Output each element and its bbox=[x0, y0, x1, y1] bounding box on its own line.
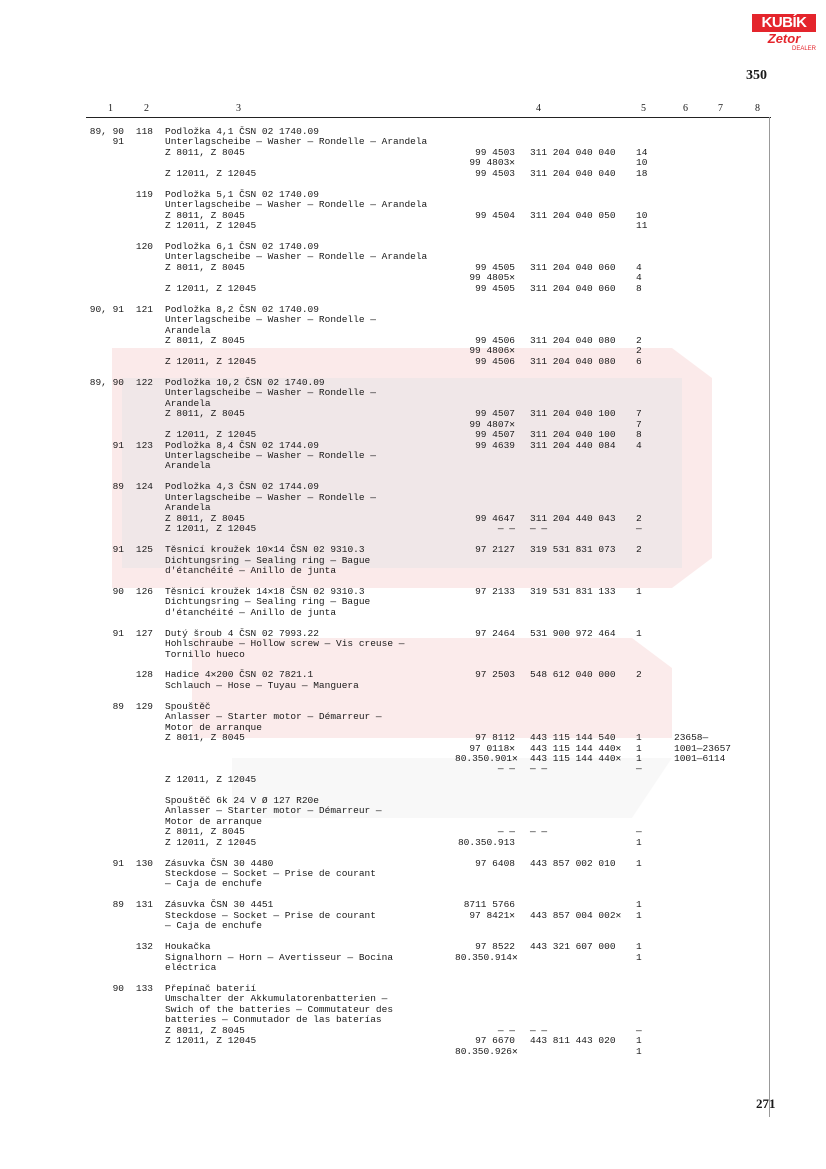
row-description: Podložka 5,1 ČSN 02 1740.09 bbox=[165, 188, 319, 200]
row-quantity: 4 bbox=[636, 272, 642, 284]
row-figure: 89, 90 bbox=[89, 376, 124, 388]
row-quantity: — bbox=[636, 763, 642, 775]
row-description: Těsnicí kroužek 14✕18 ČSN 02 9310.3 bbox=[165, 585, 365, 597]
page-number: 271 bbox=[756, 1096, 776, 1111]
row-description: Z 8011, Z 8045 bbox=[165, 408, 245, 420]
row-description: d'étanchéité — Anillo de junta bbox=[165, 606, 337, 618]
row-part-number: 531 900 972 464 bbox=[530, 627, 616, 639]
row-order-number: 99 4639 bbox=[475, 439, 515, 451]
row-description: Podložka 8,2 ČSN 02 1740.09 bbox=[165, 303, 319, 315]
row-description: Z 8011, Z 8045 bbox=[165, 512, 245, 524]
row-part-number: 443 857 002 010 bbox=[530, 857, 616, 869]
logo-dealer: DEALER bbox=[791, 46, 816, 52]
row-description: Podložka 8,4 ČSN 02 1744.09 bbox=[165, 439, 319, 451]
row-quantity: 2 bbox=[636, 512, 642, 524]
row-description: — Caja de enchufe bbox=[165, 920, 262, 932]
row-description: Anlasser — Starter motor — Démarreur — bbox=[165, 711, 382, 723]
row-description: Z 8011, Z 8045 bbox=[165, 1024, 245, 1036]
row-quantity: 8 bbox=[636, 429, 642, 440]
row-order-number: 80.350.913 bbox=[457, 836, 515, 848]
row-order-number: 97 2133 bbox=[475, 585, 515, 597]
row-order-number: — — bbox=[497, 826, 515, 838]
row-quantity: 1 bbox=[636, 951, 642, 963]
logo-zetor: Zetor bbox=[767, 31, 801, 46]
row-order-number: 99 4503 bbox=[475, 146, 515, 158]
row-description: Z 12011, Z 12045 bbox=[165, 429, 257, 440]
row-part-number: 311 204 040 080 bbox=[530, 355, 616, 367]
column-header-6: 6 bbox=[683, 103, 688, 114]
row-order-number: 97 8522 bbox=[475, 941, 515, 953]
row-description: Z 12011, Z 12045 bbox=[165, 523, 257, 535]
row-quantity: 1 bbox=[636, 742, 642, 754]
row-description: Umschalter der Akkumulatorenbatterien — bbox=[165, 993, 388, 1005]
row-description: Unterlagscheibe — Washer — Rondelle — Arandela bbox=[165, 136, 428, 148]
row-description: Dichtungsring — Sealing ring — Bague bbox=[165, 554, 371, 566]
row-part-number: 311 204 040 060 bbox=[530, 261, 616, 273]
row-part-number: 548 612 040 000 bbox=[530, 669, 616, 681]
row-part-number: 311 204 040 060 bbox=[530, 282, 616, 294]
row-description: Spouštěč 6k 24 V Ø 127 R20e bbox=[165, 794, 319, 806]
header-rule bbox=[86, 117, 771, 118]
row-description: Podložka 10,2 ČSN 02 1740.09 bbox=[165, 376, 325, 388]
row-description: Arandela bbox=[165, 397, 211, 409]
row-position: 125 bbox=[135, 544, 153, 555]
row-order-number: 97 2503 bbox=[475, 669, 515, 681]
row-quantity: 1 bbox=[636, 585, 642, 597]
row-position: 126 bbox=[135, 585, 153, 597]
row-description: Arandela bbox=[165, 460, 211, 472]
column-header-2: 2 bbox=[144, 103, 149, 114]
row-description: Z 8011, Z 8045 bbox=[165, 826, 245, 838]
row-figure: 89 bbox=[112, 481, 124, 493]
row-figure: 90 bbox=[112, 585, 124, 597]
row-description: Unterlagscheibe — Washer — Rondelle — bbox=[165, 387, 376, 399]
row-serial-range: 1001—6114 bbox=[674, 753, 726, 764]
row-description: Schlauch — Hose — Tuyau — Manguera bbox=[165, 679, 359, 691]
row-description: Z 8011, Z 8045 bbox=[165, 146, 245, 158]
row-quantity: 2 bbox=[636, 544, 642, 555]
row-description: Tornillo hueco bbox=[165, 648, 245, 660]
row-description: Podložka 6,1 ČSN 02 1740.09 bbox=[165, 240, 319, 252]
row-description: Unterlagscheibe — Washer — Rondelle — Arandela bbox=[165, 251, 428, 263]
row-quantity: 2 bbox=[636, 669, 642, 681]
row-description: Z 12011, Z 12045 bbox=[165, 1035, 257, 1047]
row-position: 121 bbox=[135, 303, 153, 315]
column-rule bbox=[769, 117, 770, 1117]
row-description: Dichtungsring — Sealing ring — Bague bbox=[165, 596, 371, 608]
row-figure: 90 bbox=[112, 982, 124, 994]
row-order-number: — — bbox=[497, 1024, 515, 1036]
row-order-number: 80.350.926✕ bbox=[455, 1045, 518, 1057]
row-description: Motor de arranque bbox=[165, 815, 262, 827]
row-description: eléctrica bbox=[165, 962, 217, 973]
row-description: Spouštěč bbox=[165, 700, 211, 712]
column-header-7: 7 bbox=[718, 103, 723, 114]
row-quantity: 1 bbox=[636, 909, 642, 921]
row-part-number: 311 204 440 084 bbox=[530, 439, 616, 451]
row-order-number: 99 4807✕ bbox=[469, 418, 515, 430]
row-description: Z 8011, Z 8045 bbox=[165, 261, 245, 273]
row-order-number: 80.350.901✕ bbox=[455, 753, 518, 764]
row-serial-range: 1001—23657 bbox=[674, 742, 732, 754]
row-description: Signalhorn — Horn — Avertisseur — Bocina bbox=[165, 951, 394, 963]
row-part-number: 319 531 831 073 bbox=[530, 544, 616, 555]
row-position: 124 bbox=[135, 481, 153, 493]
logo-brand: KUBÍK bbox=[752, 14, 816, 32]
row-order-number: 97 2464 bbox=[475, 627, 515, 639]
row-order-number: — — bbox=[497, 523, 515, 535]
row-quantity: 1 bbox=[636, 1045, 642, 1057]
row-description: Z 8011, Z 8045 bbox=[165, 732, 245, 744]
row-description: Přepínač baterií bbox=[165, 982, 257, 994]
row-part-number: — — bbox=[530, 763, 548, 775]
row-order-number: 80.350.914✕ bbox=[455, 951, 518, 963]
row-quantity: 1 bbox=[636, 732, 642, 744]
row-order-number: 99 4505 bbox=[475, 282, 515, 294]
row-part-number: 311 204 040 040 bbox=[530, 167, 616, 179]
row-description: Arandela bbox=[165, 324, 211, 336]
row-part-number: 311 204 040 100 bbox=[530, 408, 616, 420]
row-order-number: 99 4803✕ bbox=[469, 157, 515, 169]
row-part-number: 443 811 443 020 bbox=[530, 1035, 616, 1047]
row-description: Podložka 4,1 ČSN 02 1740.09 bbox=[165, 126, 319, 137]
row-position: 128 bbox=[135, 669, 153, 681]
row-order-number: 99 4504 bbox=[475, 209, 515, 221]
row-figure: 89, 90 bbox=[89, 126, 124, 137]
page-number-top: 350 bbox=[746, 68, 767, 83]
row-quantity: — bbox=[636, 523, 642, 535]
row-part-number: — — bbox=[530, 523, 548, 535]
row-description: Unterlagscheibe — Washer — Rondelle — bbox=[165, 449, 376, 461]
row-part-number: 443 115 144 440✕ bbox=[530, 753, 622, 764]
row-order-number: 99 4507 bbox=[475, 429, 515, 440]
row-description: Unterlagscheibe — Washer — Rondelle — bbox=[165, 314, 376, 326]
row-description: Z 12011, Z 12045 bbox=[165, 836, 257, 848]
row-order-number: 97 8112 bbox=[475, 732, 515, 744]
row-order-number: 99 4507 bbox=[475, 408, 515, 420]
row-position: 122 bbox=[135, 376, 153, 388]
row-description: Anlasser — Starter motor — Démarreur — bbox=[165, 805, 382, 817]
row-quantity: 7 bbox=[636, 408, 642, 420]
row-description: Z 12011, Z 12045 bbox=[165, 773, 257, 785]
row-order-number: 97 6670 bbox=[475, 1035, 515, 1047]
row-part-number: 311 204 040 080 bbox=[530, 335, 616, 346]
row-order-number: — — bbox=[497, 763, 515, 775]
row-quantity: 10 bbox=[636, 157, 648, 169]
row-quantity: 1 bbox=[636, 836, 642, 848]
row-quantity: 1 bbox=[636, 627, 642, 639]
row-description: Zásuvka ČSN 30 4480 bbox=[165, 857, 274, 869]
row-description: Těsnicí kroužek 10✕14 ČSN 02 9310.3 bbox=[165, 544, 365, 555]
row-description: Z 12011, Z 12045 bbox=[165, 282, 257, 294]
row-part-number: 311 204 440 043 bbox=[530, 512, 616, 524]
row-description: Z 12011, Z 12045 bbox=[165, 355, 257, 367]
row-quantity: 6 bbox=[636, 355, 642, 367]
row-figure: 91 bbox=[112, 439, 124, 451]
row-order-number: 97 6408 bbox=[475, 857, 515, 869]
row-position: 132 bbox=[135, 941, 153, 953]
row-quantity: 8 bbox=[636, 282, 642, 294]
row-figure: 89 bbox=[112, 700, 124, 712]
row-part-number: 311 204 040 040 bbox=[530, 146, 616, 158]
row-order-number: 99 4506 bbox=[475, 355, 515, 367]
row-description: Z 12011, Z 12045 bbox=[165, 220, 257, 232]
row-description: Swich of the batteries — Commutateur des bbox=[165, 1003, 394, 1015]
row-order-number: 97 2127 bbox=[475, 544, 515, 555]
row-quantity: 4 bbox=[636, 439, 642, 451]
row-part-number: 443 321 607 000 bbox=[530, 941, 616, 953]
row-order-number: 97 0118✕ bbox=[469, 742, 515, 754]
column-header-4: 4 bbox=[536, 103, 541, 114]
row-quantity: 18 bbox=[636, 167, 648, 179]
row-quantity: 1 bbox=[636, 857, 642, 869]
row-quantity: — bbox=[636, 826, 642, 838]
row-quantity: 4 bbox=[636, 261, 642, 273]
row-position: 120 bbox=[135, 240, 153, 252]
row-quantity: 1 bbox=[636, 753, 642, 764]
row-position: 131 bbox=[135, 899, 153, 911]
row-description: d'étanchéité — Anillo de junta bbox=[165, 564, 337, 576]
row-quantity: 14 bbox=[636, 146, 648, 158]
row-figure: 91 bbox=[112, 136, 124, 148]
row-part-number: — — bbox=[530, 1024, 548, 1036]
row-description: Steckdose — Socket — Prise de courant bbox=[165, 867, 376, 879]
row-position: 127 bbox=[135, 627, 153, 639]
column-header-1: 1 bbox=[108, 103, 113, 114]
row-serial-range: 23658— bbox=[674, 732, 709, 744]
row-order-number: 99 4647 bbox=[475, 512, 515, 524]
row-order-number: 99 4505 bbox=[475, 261, 515, 273]
row-position: 119 bbox=[135, 188, 153, 200]
row-description: Unterlagscheibe — Washer — Rondelle — Arandela bbox=[165, 199, 428, 211]
row-part-number: 319 531 831 133 bbox=[530, 585, 616, 597]
row-position: 118 bbox=[135, 126, 153, 137]
row-description: Zásuvka ČSN 30 4451 bbox=[165, 899, 274, 911]
row-part-number: 443 115 144 540 bbox=[530, 732, 616, 744]
row-description: — Caja de enchufe bbox=[165, 878, 262, 890]
row-description: Hadice 4✕200 ČSN 02 7821.1 bbox=[165, 669, 314, 681]
row-description: Dutý šroub 4 ČSN 02 7993.22 bbox=[165, 627, 319, 639]
row-position: 129 bbox=[135, 700, 153, 712]
row-figure: 91 bbox=[112, 857, 124, 869]
row-order-number: 99 4503 bbox=[475, 167, 515, 179]
row-order-number: 99 4805✕ bbox=[469, 272, 515, 284]
row-description: Motor de arranque bbox=[165, 721, 262, 733]
row-quantity: 7 bbox=[636, 418, 642, 430]
row-quantity: 1 bbox=[636, 941, 642, 953]
column-header-3: 3 bbox=[236, 103, 241, 114]
row-quantity: 10 bbox=[636, 209, 648, 221]
row-figure: 90, 91 bbox=[89, 303, 124, 315]
row-quantity: 1 bbox=[636, 899, 642, 911]
row-figure: 89 bbox=[112, 899, 124, 911]
row-part-number: 311 204 040 100 bbox=[530, 429, 616, 440]
row-part-number: 311 204 040 050 bbox=[530, 209, 616, 221]
row-part-number: 443 857 004 002✕ bbox=[530, 909, 622, 921]
row-description: Z 8011, Z 8045 bbox=[165, 335, 245, 346]
dealer-logo bbox=[752, 14, 816, 52]
row-description: Podložka 4,3 ČSN 02 1744.09 bbox=[165, 481, 319, 493]
row-description: batteries — Conmutador de las baterías bbox=[165, 1014, 382, 1026]
row-position: 123 bbox=[135, 439, 153, 451]
row-description: Arandela bbox=[165, 502, 211, 514]
row-quantity: — bbox=[636, 1024, 642, 1036]
row-description: Hohlschraube — Hollow screw — Vis creuse — bbox=[165, 638, 405, 649]
row-quantity: 2 bbox=[636, 345, 642, 357]
row-order-number: 99 4806✕ bbox=[469, 345, 515, 357]
row-quantity: 2 bbox=[636, 335, 642, 346]
row-description: Z 12011, Z 12045 bbox=[165, 167, 257, 179]
row-order-number: 99 4506 bbox=[475, 335, 515, 346]
row-figure: 91 bbox=[112, 544, 124, 555]
row-position: 133 bbox=[135, 982, 153, 994]
row-order-number: 97 8421✕ bbox=[469, 909, 515, 921]
row-order-number: 8711 5766 bbox=[463, 899, 515, 911]
column-header-8: 8 bbox=[755, 103, 760, 114]
row-description: Unterlagscheibe — Washer — Rondelle — bbox=[165, 491, 376, 503]
row-part-number: — — bbox=[530, 826, 548, 838]
row-description: Z 8011, Z 8045 bbox=[165, 209, 245, 221]
row-figure: 91 bbox=[112, 627, 124, 639]
row-quantity: 1 bbox=[636, 1035, 642, 1047]
column-header-5: 5 bbox=[641, 103, 646, 114]
row-quantity: 11 bbox=[636, 220, 648, 232]
row-part-number: 443 115 144 440✕ bbox=[530, 742, 622, 754]
row-description: Houkačka bbox=[165, 941, 211, 953]
row-position: 130 bbox=[135, 857, 153, 869]
row-description: Steckdose — Socket — Prise de courant bbox=[165, 909, 376, 921]
